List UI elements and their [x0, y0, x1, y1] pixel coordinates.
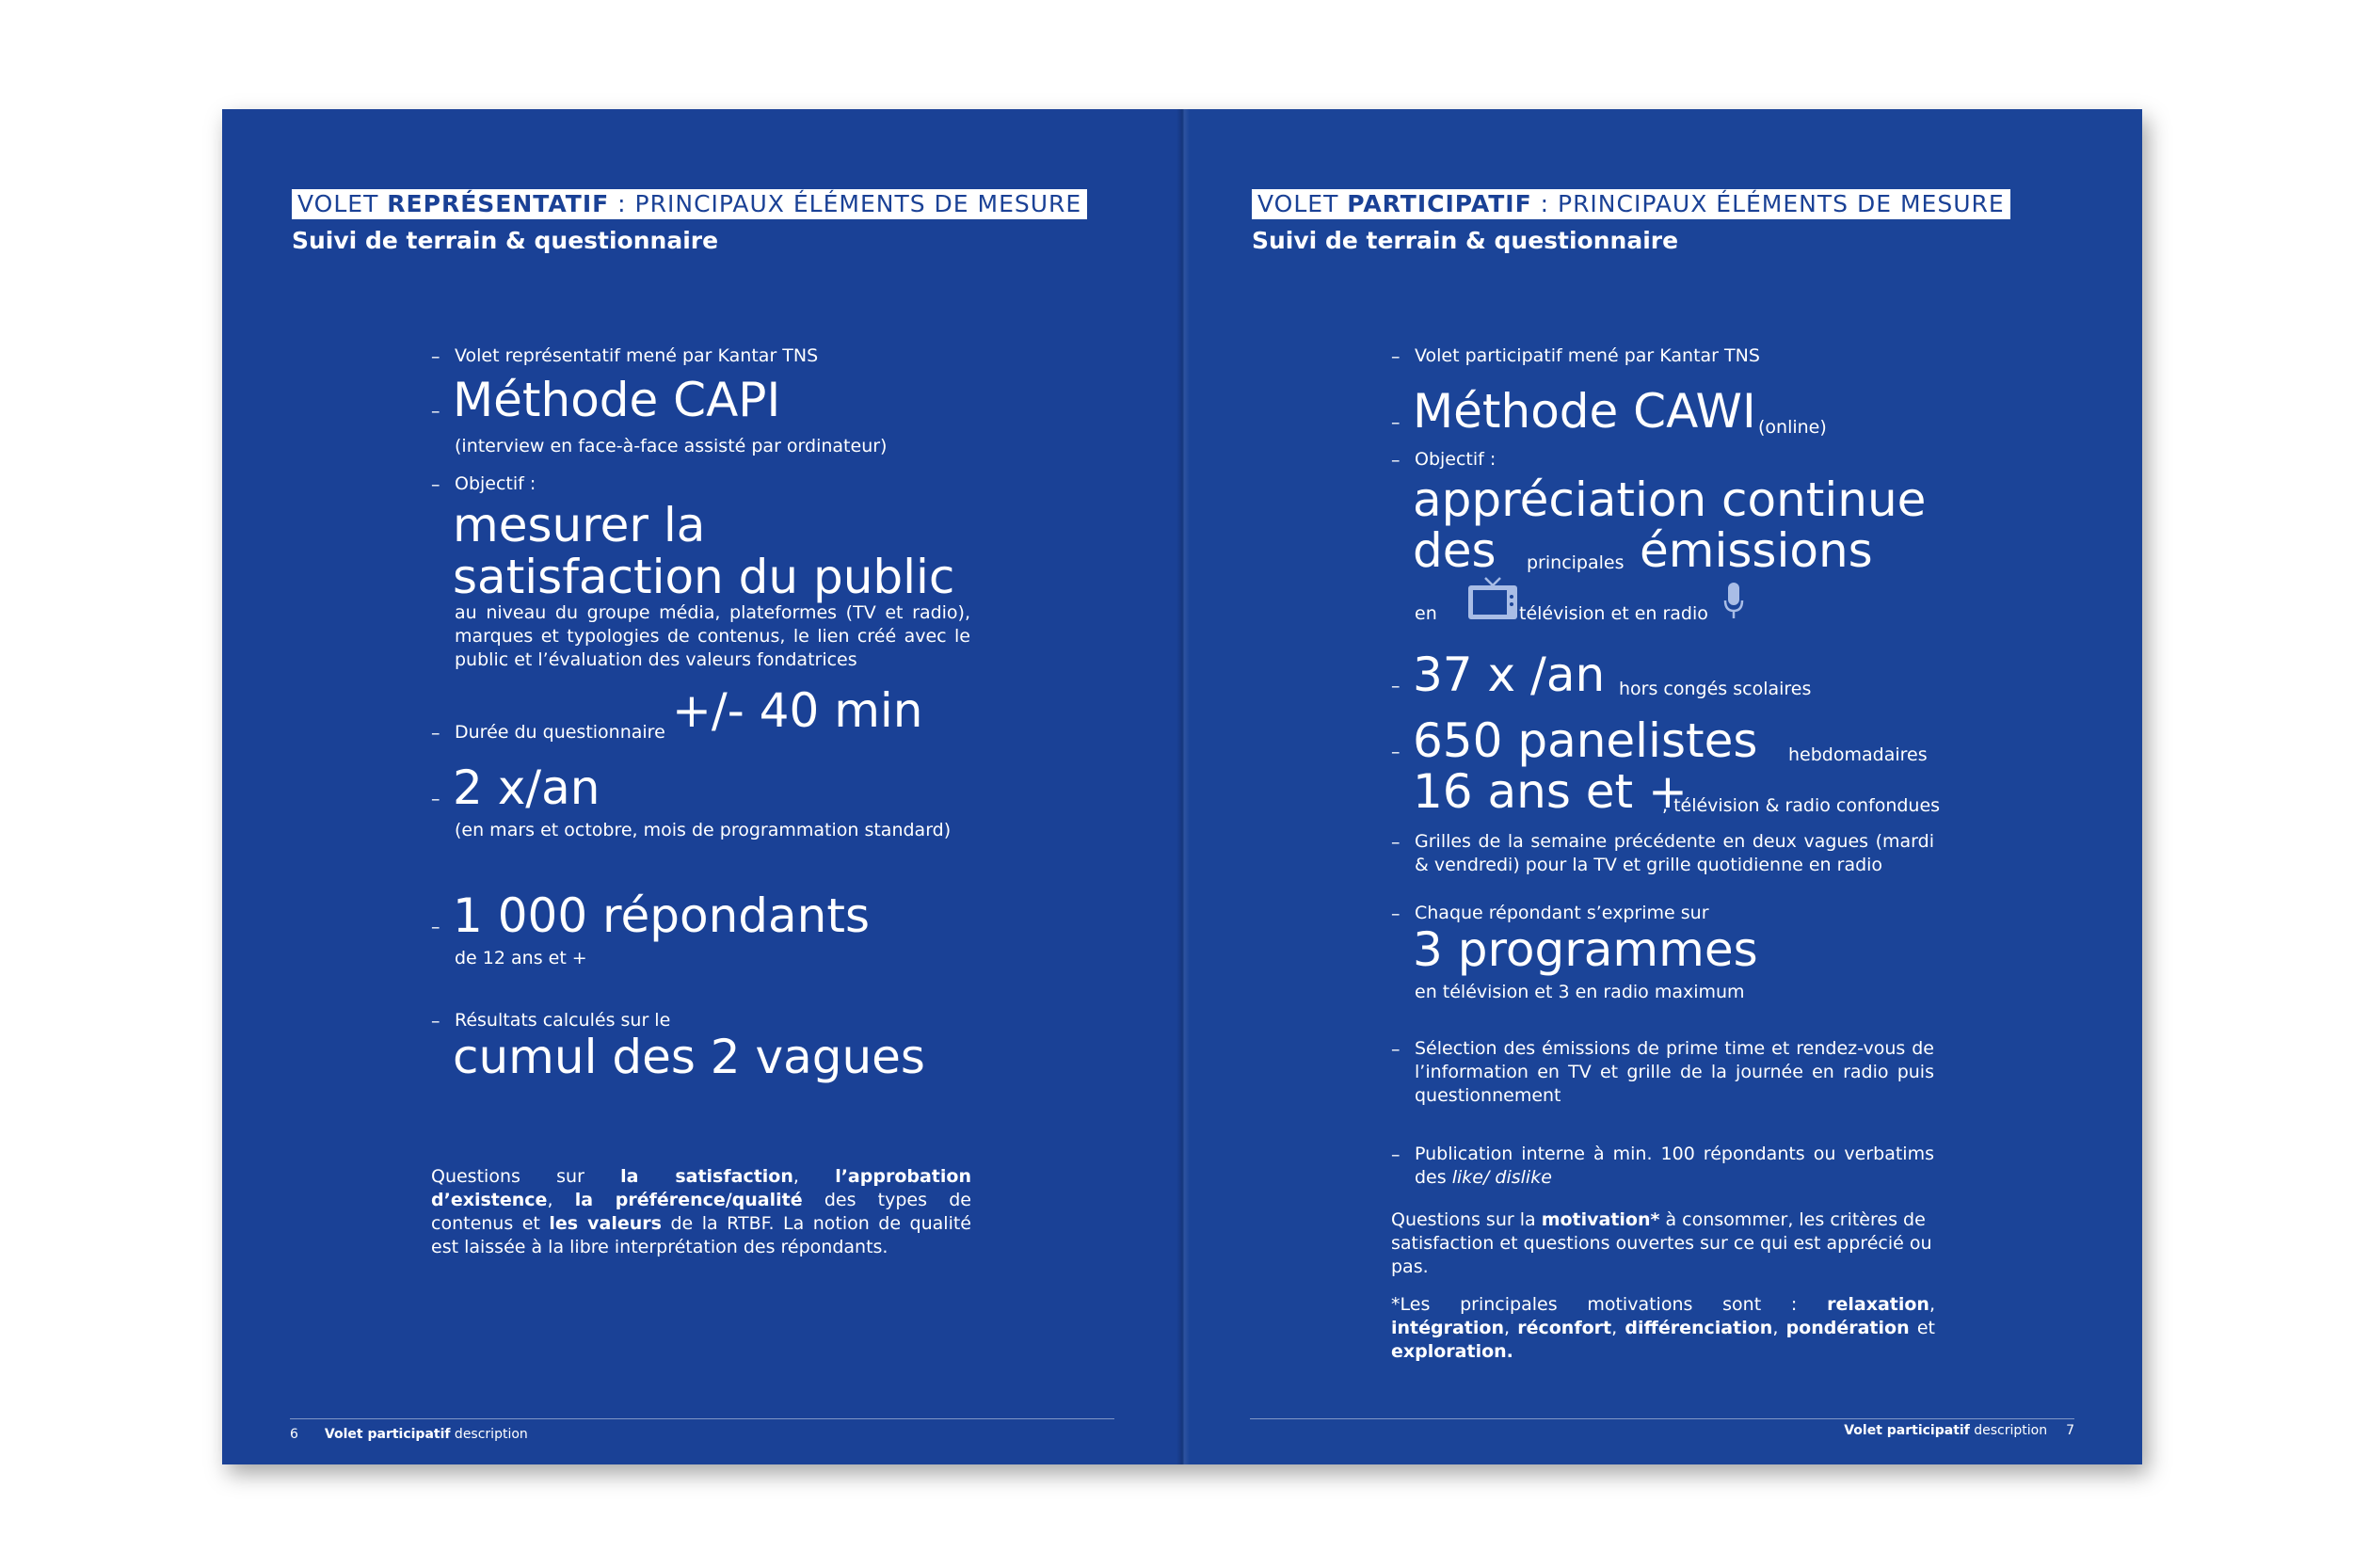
page-number: 6 [290, 1427, 298, 1442]
objective-title-2b: émissions [1640, 523, 1873, 578]
panel-note: hebdomadaires [1788, 744, 1928, 765]
bullet-dash: – [1391, 676, 1401, 696]
method-note: (interview en face-à-face assisté par ordinateur) [455, 436, 888, 456]
method-note: (online) [1758, 417, 1827, 438]
bullet-dash: – [1391, 1144, 1401, 1165]
bullet-text: Grilles de la semaine précédente en deux vagues (mardi & vendredi) pour la TV et grille quotidienne en radio [1415, 831, 1934, 875]
page-subheading: Suivi de terrain & questionnaire [1252, 227, 1679, 254]
page-footer: Volet participatif description 7 [1844, 1423, 2074, 1438]
questions-paragraph: Questions sur la motivation* à consommer, les critères de satisfaction et questions ouvertes sur ce qui est apprécié ou pas. [1391, 1209, 1932, 1277]
results-value: cumul des 2 vagues [453, 1030, 925, 1084]
objective-title-2a: des [1413, 523, 1497, 578]
method-title: Méthode CAPI [453, 373, 781, 427]
page-left [222, 109, 1182, 1464]
bullet-dash: – [431, 1011, 440, 1032]
objective-label: Objectif : [455, 473, 536, 494]
bullet-dash: – [431, 723, 440, 744]
frequency-note: hors congés scolaires [1619, 679, 1812, 699]
bullet-dash: – [1391, 742, 1401, 762]
respondents-note: de 12 ans et + [455, 948, 587, 968]
bullet-text: Publication interne à min. 100 répondants ou verbatims des like/ dislike [1415, 1144, 1934, 1188]
objective-title-1: mesurer la [453, 498, 706, 552]
duration-label: Durée du questionnaire [455, 722, 665, 743]
tv-icon [1466, 576, 1519, 627]
bullet-dash: – [1391, 904, 1401, 924]
bullet-dash: – [431, 917, 440, 937]
respondents-value: 1 000 répondants [453, 888, 870, 943]
footer-rule [1250, 1418, 2074, 1419]
bullet-dash: – [431, 346, 440, 367]
bullet-text: Volet participatif mené par Kantar TNS [1415, 345, 1760, 366]
bullet-dash: – [431, 401, 440, 422]
bullet-dash: – [1391, 412, 1401, 433]
page-heading: VOLET PARTICIPATIF : PRINCIPAUX ÉLÉMENTS DE MESURE [1252, 189, 2010, 219]
microphone-icon [1722, 582, 1745, 625]
frequency-value: 2 x/an [453, 760, 600, 815]
page-right [1182, 109, 2142, 1464]
results-label: Résultats calculés sur le [455, 1010, 671, 1031]
bullet-dash: – [1391, 1039, 1401, 1060]
page-footer: 6 Volet participatif description [290, 1427, 528, 1442]
page-subheading: Suivi de terrain & questionnaire [292, 227, 719, 254]
bullet-text: Volet représentatif mené par Kantar TNS [455, 345, 819, 366]
panel-age-note: , télévision & radio confondues [1662, 795, 1941, 816]
page-heading: VOLET REPRÉSENTATIF : PRINCIPAUX ÉLÉMENTS DE MESURE [292, 189, 1087, 219]
objective-description: au niveau du groupe média, plateformes (TV et radio), marques et typologies de contenus, le lien créé avec le public et l’évaluation des valeurs fondatrices [455, 602, 970, 670]
bullet-dash: – [1391, 450, 1401, 471]
duration-value: +/- 40 min [672, 683, 923, 738]
programs-label: Chaque répondant s’exprime sur [1415, 903, 1709, 923]
bullet-dash: – [431, 789, 440, 809]
programs-value: 3 programmes [1413, 922, 1758, 977]
questions-paragraph: Questions sur la satisfaction, l’approbation d’existence, la préférence/qualité des types de contenus et les valeurs de la RTBF. La notion de qualité est laissée à la libre interprétation des répondants. [431, 1166, 971, 1257]
objective-small-mid: principales [1527, 552, 1625, 573]
objective-title-2: satisfaction du public [453, 550, 955, 604]
bullet-dash: – [431, 474, 440, 495]
panel-value: 650 panelistes [1413, 713, 1758, 768]
frequency-value: 37 x /an [1413, 648, 1606, 702]
footer-rule [290, 1418, 1114, 1419]
bullet-dash: – [1391, 346, 1401, 367]
spine-fold [1176, 109, 1190, 1464]
objective-label: Objectif : [1415, 449, 1497, 470]
programs-note: en télévision et 3 en radio maximum [1415, 982, 1745, 1002]
objective-title-1: appréciation continue [1413, 472, 1927, 527]
bullet-text: Sélection des émissions de prime time et rendez-vous de l’information en TV et grille de la journée en radio puis questionnement [1415, 1038, 1934, 1106]
bullet-dash: – [1391, 832, 1401, 853]
objective-media: télévision et en radio [1519, 603, 1708, 624]
frequency-note: (en mars et octobre, mois de programmation standard) [455, 820, 952, 840]
brochure-spread [222, 109, 2142, 1464]
objective-en: en [1415, 603, 1437, 624]
page-number: 7 [2066, 1423, 2074, 1438]
method-title: Méthode CAWI [1413, 384, 1756, 439]
motivations-note: *Les principales motivations sont : relaxation, intégration, réconfort, différenciation, pondération et exploration. [1391, 1294, 1935, 1362]
panel-age: 16 ans et + [1413, 764, 1688, 819]
